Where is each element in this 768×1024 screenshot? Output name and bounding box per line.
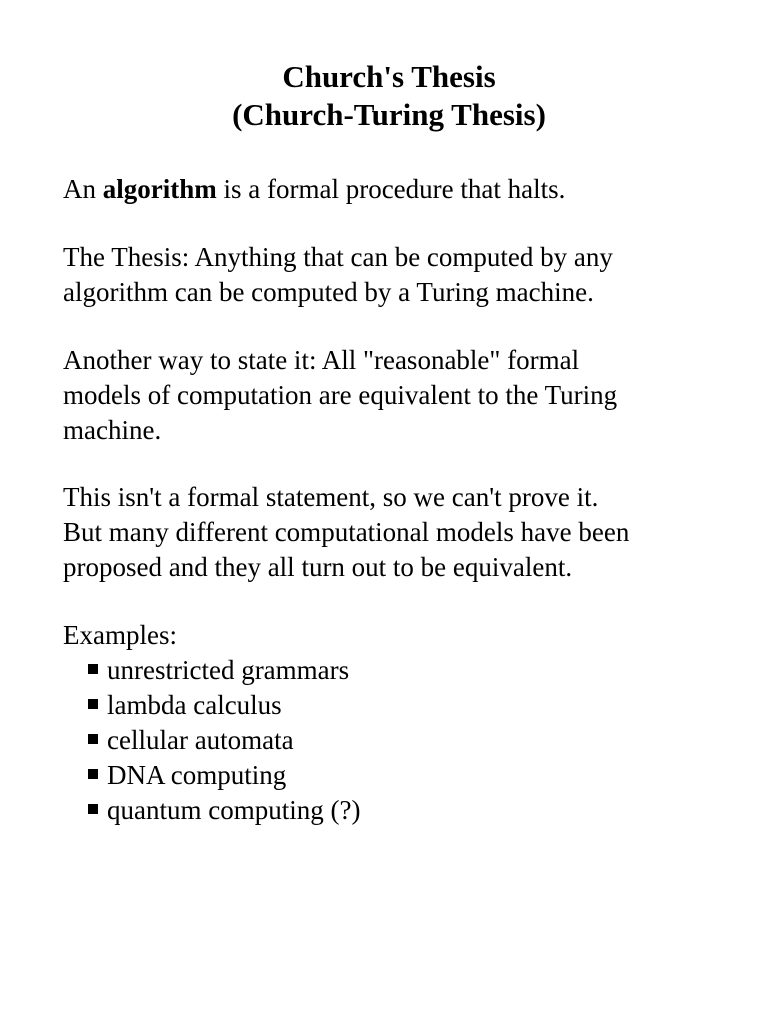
- list-item: [88, 723, 360, 758]
- restatement-line-2: models of computation are equivalent to the Turing: [63, 380, 618, 410]
- list-item: [88, 758, 360, 793]
- definition-term: algorithm: [102, 174, 217, 204]
- title-line-2: (Church-Turing Thesis): [232, 97, 546, 132]
- examples-heading: Examples:: [63, 620, 177, 650]
- algorithm-definition: [63, 172, 743, 207]
- list-item: [88, 688, 360, 723]
- square-bullet-icon: [88, 804, 98, 814]
- examples-list: [88, 653, 360, 828]
- list-item-label: unrestricted grammars: [107, 655, 350, 685]
- thesis-statement: [63, 240, 743, 310]
- definition-prefix: An: [63, 174, 103, 204]
- list-item-label: DNA computing: [107, 760, 287, 790]
- thesis-line-2: algorithm can be computed by a Turing machine.: [63, 277, 594, 307]
- list-item-label: lambda calculus: [107, 690, 282, 720]
- list-item: [88, 793, 360, 828]
- list-item-label: cellular automata: [107, 725, 294, 755]
- note-line-1: This isn't a formal statement, so we can't prove it.: [63, 482, 599, 512]
- thesis-restatement: [63, 343, 743, 448]
- list-item-label: quantum computing (?): [107, 795, 361, 825]
- proof-note: [63, 480, 743, 585]
- definition-suffix: is a formal procedure that halts.: [216, 174, 566, 204]
- square-bullet-icon: [88, 734, 98, 744]
- page-title: [0, 58, 768, 134]
- square-bullet-icon: [88, 664, 98, 674]
- restatement-line-1: Another way to state it: All "reasonable" formal: [63, 345, 580, 375]
- note-line-3: proposed and they all turn out to be equivalent.: [63, 552, 573, 582]
- list-item: [88, 653, 360, 688]
- square-bullet-icon: [88, 699, 98, 709]
- title-line-1: Church's Thesis: [282, 59, 496, 94]
- note-line-2: But many different computational models have been: [63, 517, 630, 547]
- restatement-line-3: machine.: [63, 415, 162, 445]
- thesis-line-1: The Thesis: Anything that can be computed by any: [63, 242, 613, 272]
- square-bullet-icon: [88, 769, 98, 779]
